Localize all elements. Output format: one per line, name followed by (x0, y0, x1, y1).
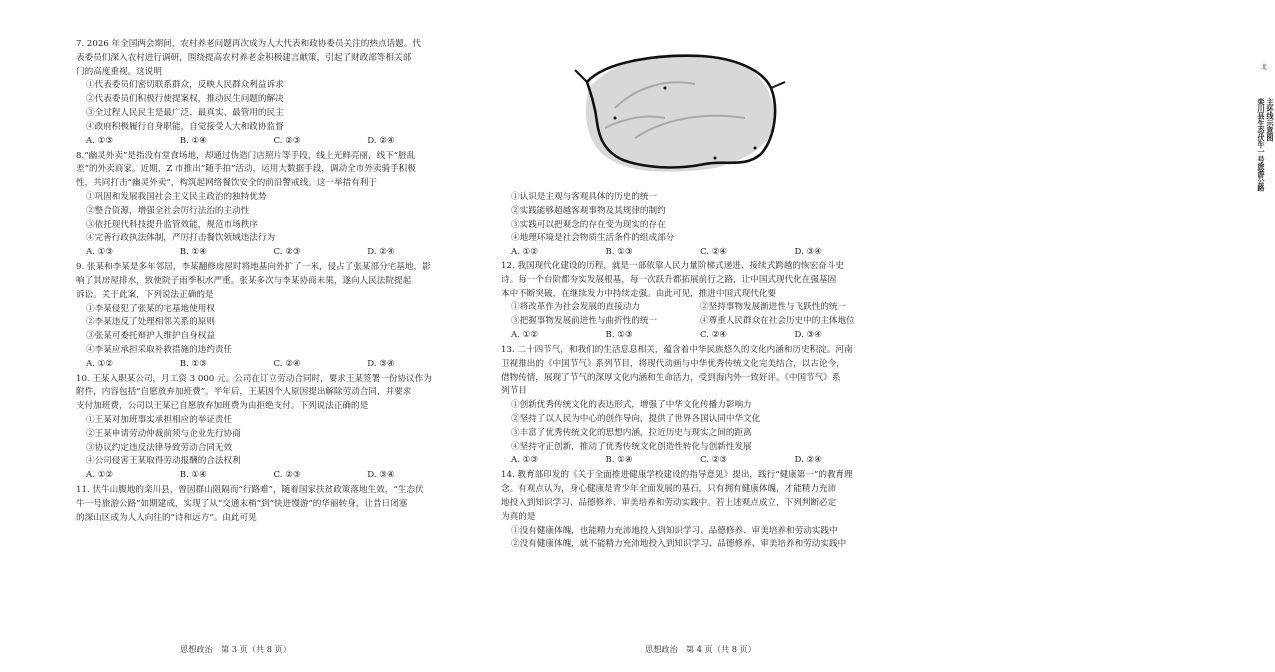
statement-item: ③全过程人民民主是最广泛、最真实、最管用的民主 (86, 107, 284, 118)
statement-item: ④地理环境是社会物质生活条件的组成部分 (511, 233, 675, 244)
option-d: D. ③④ (367, 470, 395, 481)
answer-options (76, 246, 461, 260)
statement-item: ①王某对加班事实承担相应的举证责任 (86, 415, 233, 426)
statement-item: ④尊重人民群众在社会历史中的主体地位 (700, 316, 855, 327)
answer-options (76, 135, 461, 149)
statement-item: ③把握事物发展前进性与曲折性的统一 (511, 316, 658, 327)
statement-item: ②坚持事物发展渐进性与飞跃性的统一 (700, 302, 847, 313)
question-stem-line: 诗。每一个台阶都夯实发展根基，每一次跃升都拓展前行之路，让中国式现代化在强基固 (501, 274, 837, 285)
answer-options (501, 454, 889, 468)
option-d: D. ②④ (367, 247, 395, 258)
page-footer: 思想政治 第 4 页（共 8 页） (645, 644, 756, 654)
map-title-text: 主环线示意图 (1266, 98, 1275, 142)
question-stem-line: 10. 王某入职某公司，月工资 3 000 元。公司在订立劳动合同时，要求王某签署一份协议作为 (76, 373, 432, 384)
question-stem-line: 牛一号旅游公路”如期建成，实现了从“交通末梢”到“快进慢游”的华丽转身，让昔日闭塞 (76, 499, 408, 510)
question-stem-line: 7. 2026 年全国两会期间，农村养老问题再次成为人大代表和政协委员关注的热点话题。代 (76, 39, 421, 49)
page-footer: 思想政治 第 3 页（共 8 页） (180, 644, 291, 654)
statement-item: ③实践可以把观念的存在变为现实的存在 (511, 219, 666, 230)
left-column (76, 38, 461, 526)
statement-item: ①代表委员们密切联系群众，反映人民群众利益诉求 (86, 80, 284, 91)
question-stem-line: 8.“幽灵外卖”是指没有堂食场地，却通过伪造门店照片等手段，线上光鲜亮丽，线下“脏乱 (76, 150, 416, 161)
statement-item: ①创新优秀传统文化的表达形式，增强了中华文化传播力影响力 (511, 400, 752, 411)
option-a: A. ①② (511, 329, 539, 340)
option-d: D. ②④ (367, 135, 395, 146)
answer-options (501, 329, 889, 343)
option-a: A. ①② (86, 358, 114, 369)
question-stem-line: 列节目 (501, 386, 527, 397)
page-4 (475, 0, 1275, 672)
statement-item: ③依托现代科技提升监管效能，规范市场秩序 (86, 219, 258, 230)
question-stem-line: 9. 张某和李某是多年邻居，李某翻修房屋时将地基向外扩了一米，侵占了张某部分宅基地，影 (76, 262, 431, 273)
question-13 (501, 344, 889, 468)
option-b: B. ①③ (179, 358, 207, 369)
question-stem-line: 支付加班费，公司以王某已自愿放弃加班费为由拒绝支付。下列说法正确的是 (76, 401, 369, 412)
statement-item: ②代表委员们积极行使提案权，推动民生问题的解决 (86, 94, 284, 105)
statement-item: ①没有健康体魄，也能精力充沛地投入到知识学习、品德修养、审美培养和劳动实践中 (511, 525, 838, 536)
statement-item: ②整合资源，增强全社会厉行法治的主动性 (86, 205, 250, 216)
map-legend-text: 栾川县生态伏牛一号旅游公路 (1257, 98, 1266, 192)
option-b: B. ①③ (605, 329, 633, 340)
option-c: C. ②③ (273, 470, 301, 481)
statement-item: ①巩固和发展我国社会主义民主政治的独特优势 (86, 191, 267, 202)
option-b: B. ①④ (179, 470, 207, 481)
statement-item: ②坚持了以人民为中心的创作导向，提供了世界各国认同中华文化 (511, 413, 761, 424)
statement-item: ②实践能够超越客观事物及其规律的制约 (511, 205, 666, 216)
statement-item: ①认识是主观与客观具体的历史的统一 (511, 192, 658, 202)
question-stem-line: 门的高度重视。这说明 (76, 66, 162, 77)
question-stem-line: 地投入到知识学习、品德修养、审美培养和劳动实践中。若上述观点成立，下列判断必定 (501, 497, 837, 508)
question-7 (76, 38, 461, 148)
statement-item: ①李某侵犯了张某的宅基地使用权 (86, 303, 215, 314)
question-stem-line: 借物传情，展现了节气的深厚文化内涵和生命活力，受到海内外一致好评。《中国节气》系 (501, 372, 841, 383)
option-c: C. ②③ (273, 135, 301, 146)
statement-item: ①将改革作为社会发展的直接动力 (511, 302, 640, 313)
question-stem-line: 11. 伏牛山腹地的栾川县，曾因群山阻隔而“行路难”，随着国家扶贫政策落地生效，“生态伏 (76, 485, 424, 496)
statement-pair (501, 315, 889, 329)
question-stem-line: 的深山区成为人人向往的“诗和远方”。由此可见 (76, 512, 257, 523)
question-12 (501, 260, 889, 343)
question-10 (76, 373, 461, 483)
question-stem-line: 诉讼。关于此案，下列说法正确的是 (76, 289, 214, 300)
question-stem-line: 差”的外卖商家。近期，Z 市推出“随手拍”活动，运用大数据手段，调动全市外卖骑手积极 (76, 164, 416, 175)
statement-item: ④坚持守正创新，推动了优秀传统文化创造性转化与创新性发展 (511, 441, 752, 452)
option-d: D. ②④ (794, 455, 822, 466)
question-stem-line: 为真的是 (501, 511, 536, 522)
statement-item: ④李某应承担采取补救措施的违约责任 (86, 344, 233, 355)
option-a: A. ①③ (86, 247, 114, 258)
question-9 (76, 261, 461, 371)
option-c: C. ②④ (700, 329, 728, 340)
statement-item: ④公司侵害王某取得劳动报酬的合法权利 (86, 456, 241, 467)
question-stem-line: 14. 教育部印发的《关于全面推进健康学校建设的指导意见》提出，践行“健康第一”的教育理 (501, 470, 853, 481)
question-stem-line: 性，共同打击“幽灵外卖”，构筑起网络餐饮安全的前沿警戒线。这一举措有利于 (76, 178, 377, 189)
answer-options (76, 358, 461, 372)
question-stem-line: 响了其房屋排水，致使院子雨季积水严重。张某多次与李某协商未果，遂向人民法院提起 (76, 275, 412, 286)
option-a: A. ①② (86, 470, 114, 481)
right-column (501, 191, 889, 552)
option-c: C. ②③ (700, 455, 728, 466)
statement-item: ②王某申请劳动仲裁前须与企业先行协商 (86, 428, 241, 439)
question-stem-line: 表委员们深入农村进行调研，围绕提高农村养老金积极建言献策，引起了财政部等相关部 (76, 52, 412, 63)
question-8 (76, 150, 461, 260)
option-d: D. ③④ (794, 329, 822, 340)
question-stem-line: 12. 我国现代化建设的历程，就是一部依靠人民力量阶梯式递进、接续式跨越的恢宏奋斗史 (501, 260, 844, 271)
question-11 (76, 484, 461, 525)
statement-item: ④完善行政执法体制，严厉打击餐饮领域违法行为 (86, 233, 276, 244)
option-d: D. ③④ (794, 247, 822, 258)
statement-item: ④政府积极履行自身职能，自觉接受人大和政协监督 (86, 121, 284, 132)
question-14 (501, 469, 889, 552)
option-b: B. ①④ (605, 455, 633, 466)
map-title (1257, 98, 1275, 192)
route-map (575, 48, 785, 176)
page-3 (0, 0, 475, 672)
statement-item: ③张某可委托辩护人维护自身权益 (86, 331, 215, 342)
option-b: B. ①④ (179, 135, 207, 146)
option-d: D. ③④ (367, 358, 395, 369)
answer-options (76, 469, 461, 483)
question-stem-line: 13. 二十四节气，和我们的生活息息相关，蕴含着中华民族悠久的文化内涵和历史积淀。河南 (501, 344, 853, 355)
option-a: A. ①② (511, 247, 539, 258)
option-b: B. ①③ (605, 247, 633, 258)
statement-pair (501, 301, 889, 315)
option-a: A. ①③ (86, 135, 114, 146)
question-stem-line: 附件，内容包括“自愿放弃加班费”。半年后，王某因个人原因提出解除劳动合同，并要求 (76, 387, 412, 398)
north-arrow-icon: 北 (1261, 64, 1268, 71)
question-stem-line: 卫视推出的《中国节气》系列节目，将现代动画与中华优秀传统文化完美结合，以古论今， (501, 358, 845, 369)
statement-item: ②李某违反了处理相邻关系的原则 (86, 317, 215, 328)
option-b: B. ①④ (179, 247, 207, 258)
question-stem-line: 念。有观点认为，身心健康是青少年全面发展的基石，只有拥有健康体魄，才能精力充沛 (501, 484, 837, 495)
statement-item: ②没有健康体魄，就不能精力充沛地投入到知识学习、品德修养、审美培养和劳动实践中 (511, 539, 847, 550)
option-c: C. ②④ (273, 358, 301, 369)
option-a: A. ①③ (511, 455, 539, 466)
statement-item: ③协议约定违反法律导致劳动合同无效 (86, 442, 233, 453)
statement-item: ③丰富了优秀传统文化的思想内涵，拉近历史与现实之间的距离 (511, 427, 752, 438)
question-stem-line: 本中不断突破，在继续发力中持续走强。由此可见，推进中国式现代化要 (501, 288, 777, 299)
option-c: C. ②③ (273, 247, 301, 258)
answer-options (501, 246, 889, 260)
option-c: C. ②④ (700, 247, 728, 258)
question-11-continued (501, 191, 889, 260)
